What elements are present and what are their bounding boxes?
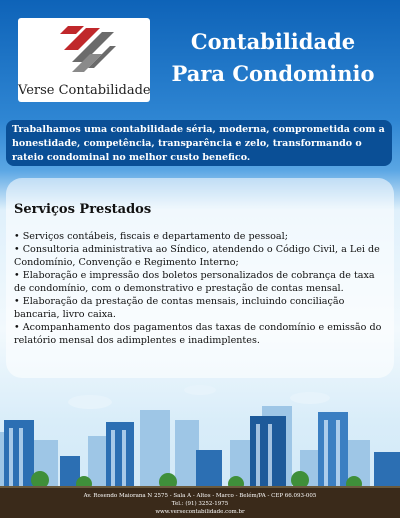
footer-address: Av. Rosendo Maiorana N 2575 - Sala A - Altos - Marco - Belém/PA - CEP 66.093-005	[83, 493, 317, 499]
logo	[18, 18, 150, 102]
title-line-1: Contabilidade	[190, 29, 356, 54]
intro-text: Trabalhamos uma contabilidade séria, moderna, comprometida com a honestidade, competência, transparência e zelo, transformando o rateio condominal no melhor custo benefico.	[12, 124, 385, 163]
list-item: • Elaboração e impressão dos boletos personalizados de cobrança de taxa de condomínio, com o demonstrativo e prestação de contas mensal.	[14, 270, 375, 294]
list-item: • Acompanhamento dos pagamentos das taxas de condomínio e emissão do relatório mensal dos adimplentes e inadimplentes.	[14, 322, 382, 346]
services-title: Serviços Prestados	[14, 202, 152, 217]
logo-text: Verse Contabilidade	[18, 83, 151, 98]
footer-site: www.versecontabilidade.com.br	[155, 509, 245, 515]
list-item: • Serviços contábeis, fiscais e departamento de pessoal;	[14, 231, 288, 242]
services-list	[14, 230, 388, 347]
list-item: • Elaboração da prestação de contas mensais, incluindo conciliação bancaria, livro caixa.	[14, 296, 345, 320]
title-line-2: Para Condominio	[171, 61, 375, 86]
footer-phone: Tel.: (91) 3252-1975	[171, 501, 229, 507]
list-item: • Consultoria administrativa ao Síndico, atendendo o Código Civil, a Lei de Condomínio, Convenção e Regimento Interno;	[14, 244, 380, 268]
footer	[0, 488, 400, 518]
logo-mark-icon	[54, 24, 116, 76]
page-title	[150, 26, 396, 90]
clouds	[68, 385, 330, 409]
